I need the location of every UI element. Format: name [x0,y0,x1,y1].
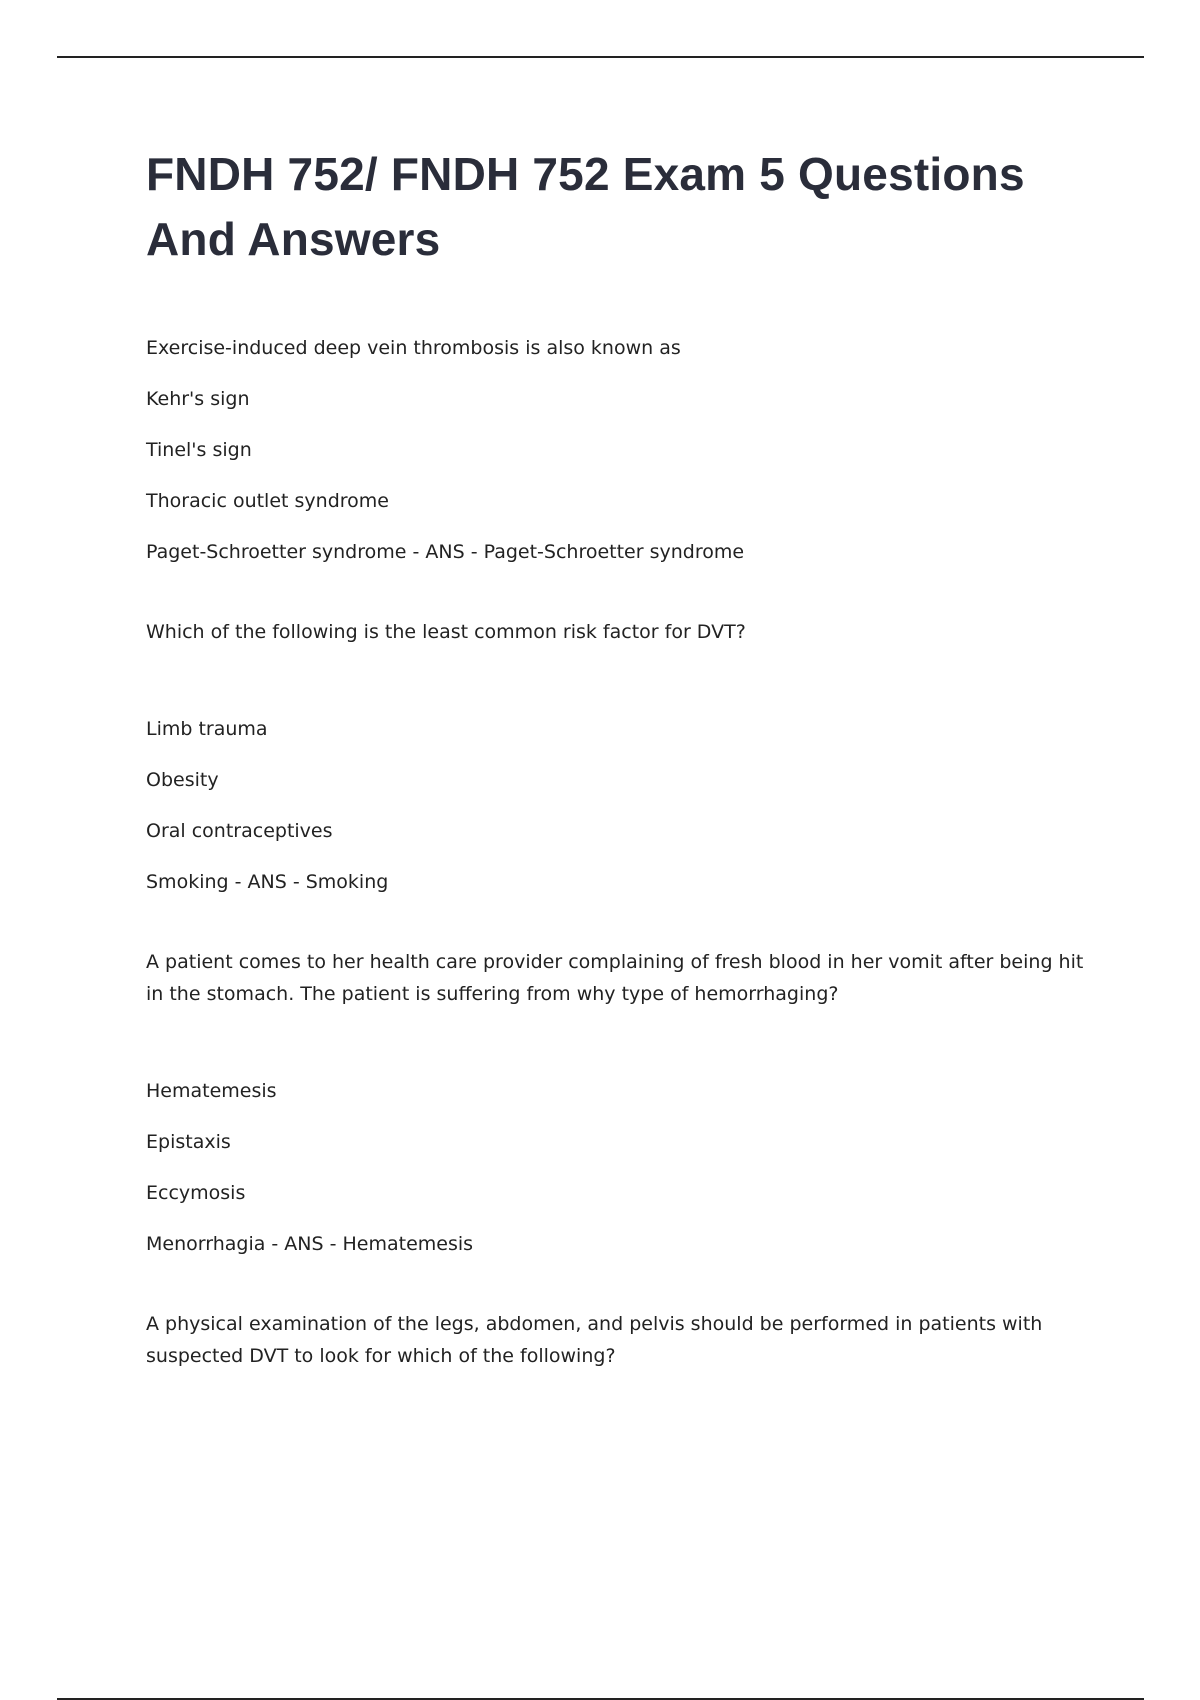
question-2-option-4-with-answer: Smoking - ANS - Smoking [146,871,389,893]
question-1-option-4-with-answer: Paget-Schroetter syndrome - ANS - Paget-Schroetter syndrome [146,541,745,563]
top-rule [57,56,1144,58]
question-3-option-4-with-answer: Menorrhagia - ANS - Hematemesis [146,1233,474,1255]
question-list [146,332,1096,1372]
document-body [146,142,1096,1420]
question-3-option-1: Hematemesis [146,1080,277,1102]
question-1 [146,332,1096,568]
question-3-stem: A patient comes to her health care provider complaining of fresh blood in her vomit after being hit in the stomach. The patient is suffering from why type of hemorrhaging? [146,951,1084,1005]
question-1-option-2: Tinel's sign [146,439,252,461]
question-4 [146,1308,1096,1372]
question-3-option-3: Eccymosis [146,1182,246,1204]
question-1-option-1: Kehr's sign [146,388,250,410]
question-4-stem: A physical examination of the legs, abdomen, and pelvis should be performed in patients with suspected DVT to look for which of the following? [146,1313,1043,1367]
question-2-stem: Which of the following is the least common risk factor for DVT? [146,621,746,643]
document-title: FNDH 752/ FNDH 752 Exam 5 Questions And Answers [146,148,1025,265]
question-1-stem: Exercise-induced deep vein thrombosis is also known as [146,337,681,359]
question-2 [146,616,1096,898]
question-2-option-1: Limb trauma [146,718,268,740]
question-2-option-3: Oral contraceptives [146,820,333,842]
question-1-option-3: Thoracic outlet syndrome [146,490,389,512]
question-3 [146,946,1096,1260]
question-2-option-2: Obesity [146,769,219,791]
question-3-option-2: Epistaxis [146,1131,231,1153]
